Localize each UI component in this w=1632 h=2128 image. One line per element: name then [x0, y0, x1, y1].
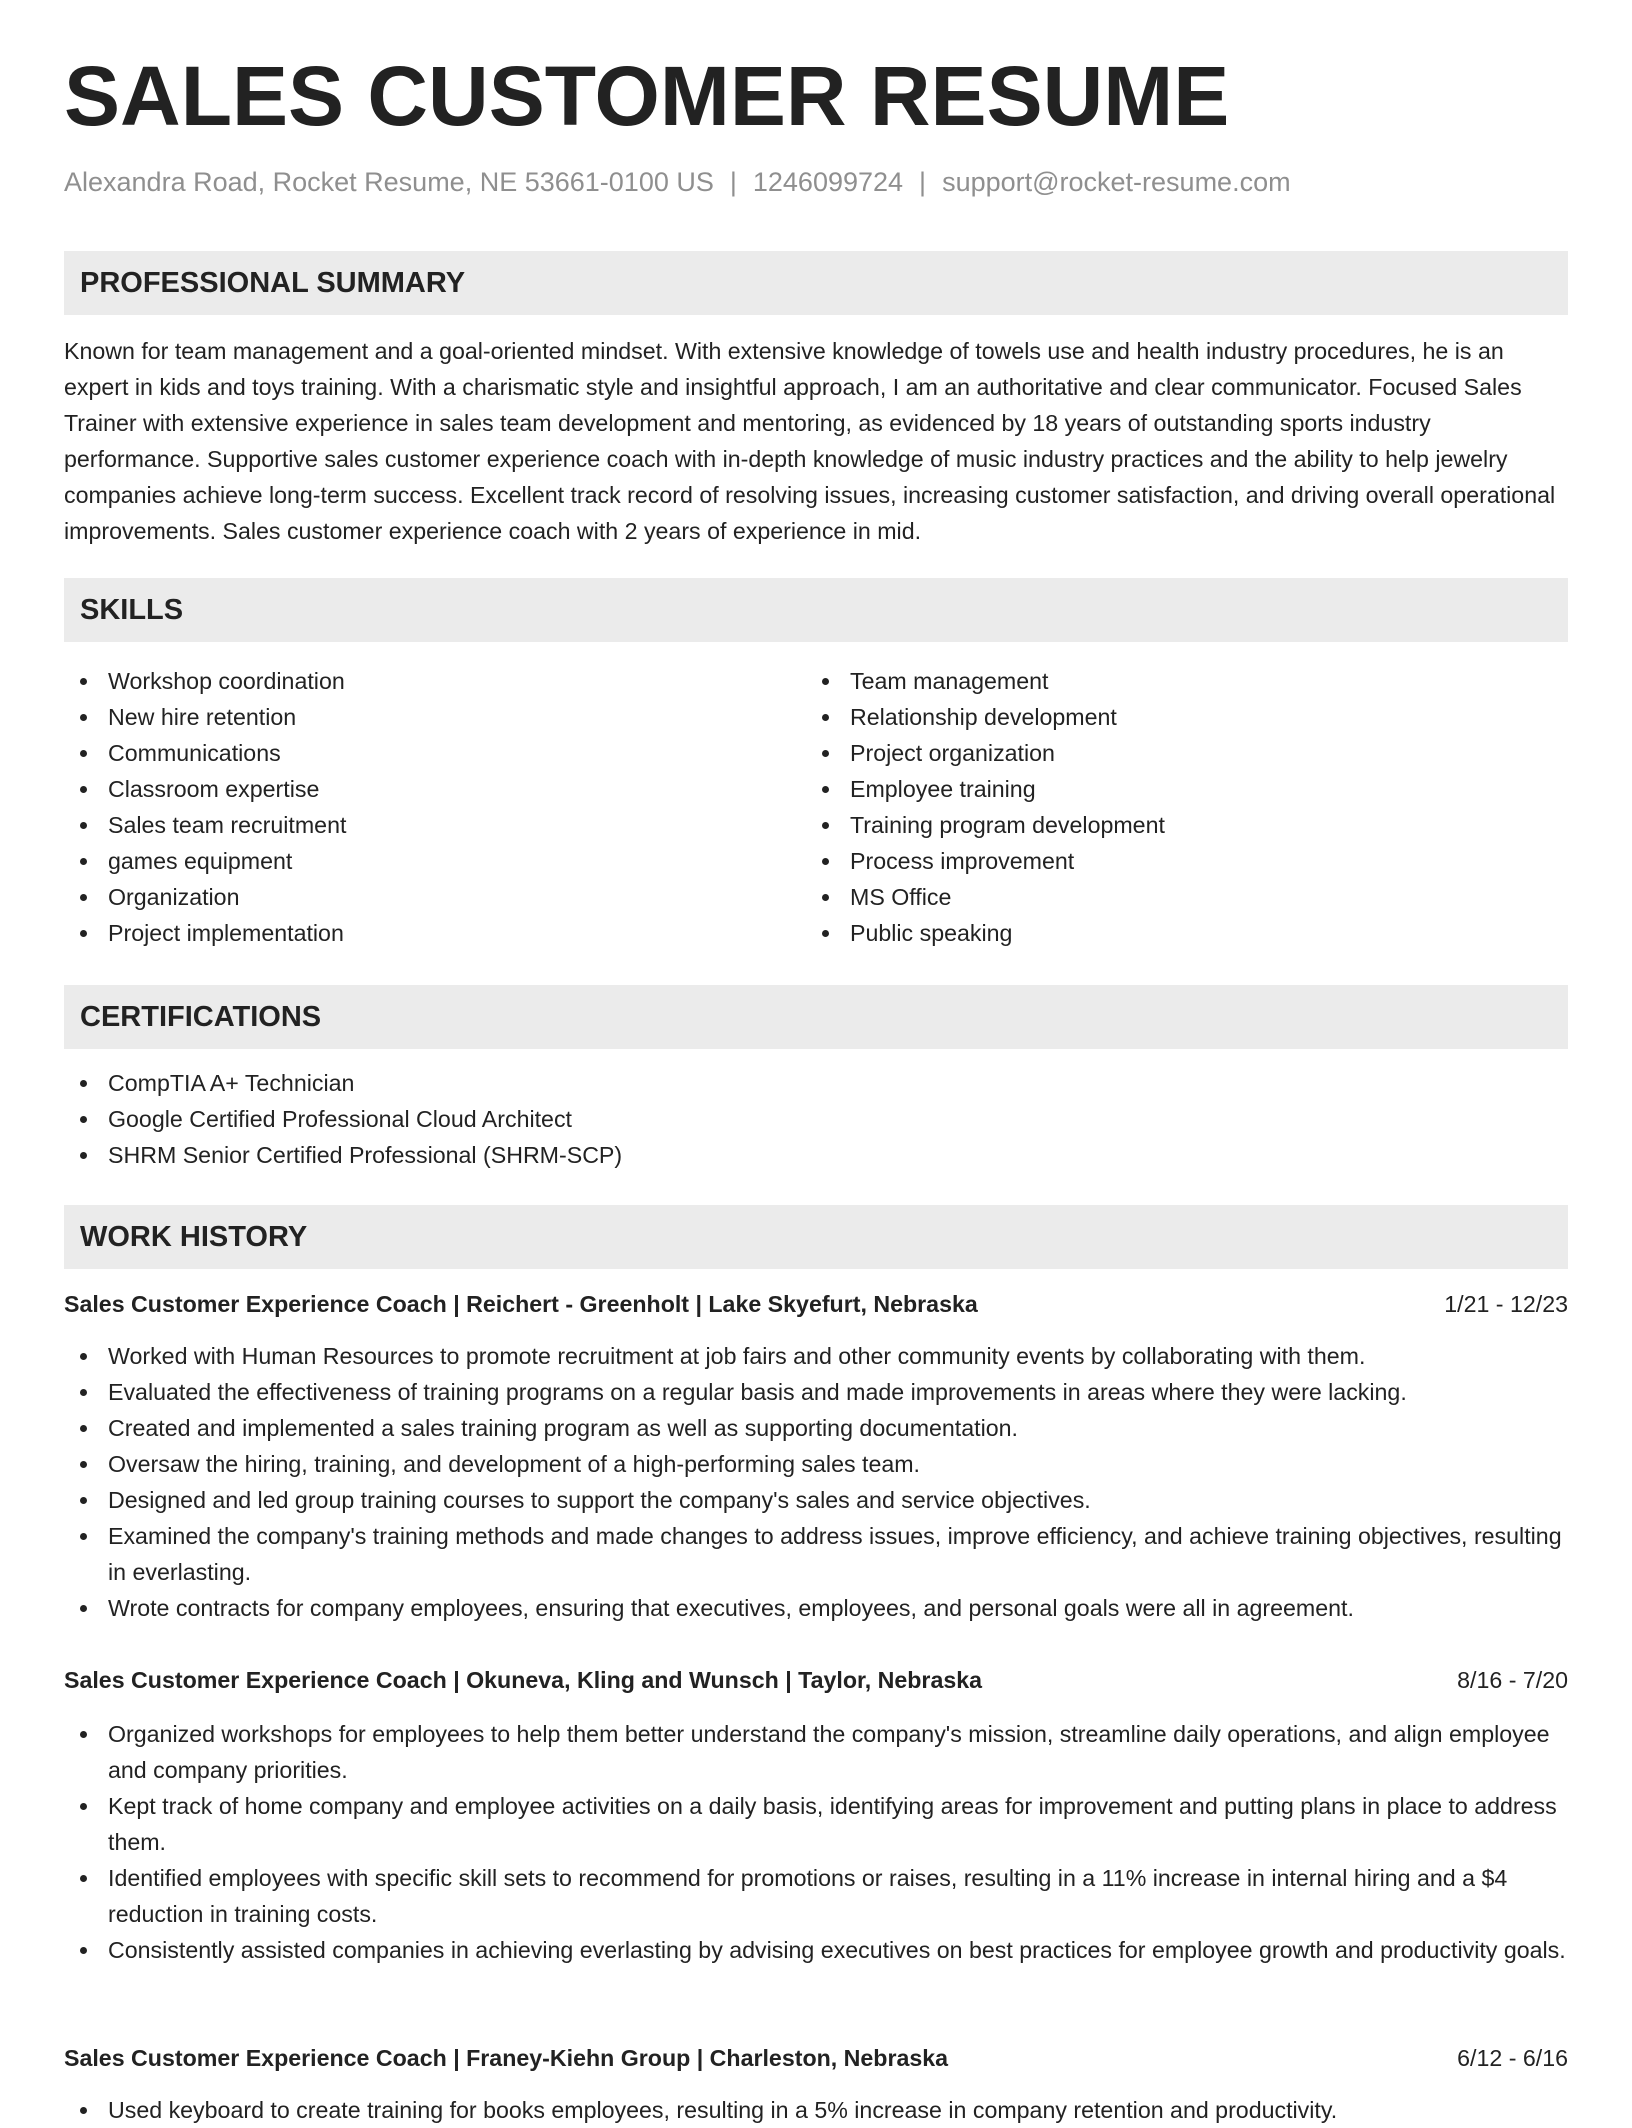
job-title: Sales Customer Experience Coach | Franey-Kiehn Group | Charleston, Nebraska: [64, 2045, 949, 2071]
contact-email: support@rocket-resume.com: [942, 167, 1291, 197]
professional-summary: Known for team management and a goal-oriented mindset. With extensive knowledge of towels use and health industry procedures, he is an expert in kids and toys training. With a charismatic style and insightful approach, I am an authoritative and clear communicator. Focused Sales Trainer with extensive experience in sales team development and mentoring, as evidenced by 18 years of outstanding sports industry performance. Supportive sales customer experience coach with in-depth knowledge of music industry practices and the ability to help jewelry companies achieve long-term success. Excellent track record of resolving issues, increasing customer satisfaction, and driving overall operational improvements. Sales customer experience coach with 2 years of experience in mid.: [64, 338, 1556, 544]
certifications-list: [64, 1065, 1568, 1173]
job-bullets: [64, 2092, 1568, 2128]
job-dates: 8/16 - 7/20: [1457, 1667, 1568, 1693]
list-item: Oversaw the hiring, training, and development of a high-performing sales team.: [64, 1446, 1568, 1482]
section-header-work-history: WORK HISTORY: [64, 1205, 1568, 1269]
list-item: Consistently assisted companies in achieving everlasting by advising executives on best practices for employee growth and productivity goals.: [64, 1932, 1568, 1968]
resume-title: SALES CUSTOMER RESUME: [64, 49, 1230, 143]
list-item: Relationship development: [806, 699, 1546, 735]
list-item: Public speaking: [806, 915, 1546, 951]
list-item: Evaluated the effectiveness of training programs on a regular basis and made improvements in areas where they were lacking.: [64, 1374, 1568, 1410]
list-item: Used keyboard to create training for books employees, resulting in a 5% increase in company retention and productivity.: [64, 2092, 1568, 2128]
list-item: Project implementation: [64, 915, 804, 951]
contact-line: [64, 167, 1291, 198]
job-header: [64, 2040, 1568, 2076]
contact-separator: |: [729, 167, 737, 197]
contact-separator: |: [919, 167, 927, 197]
list-item: MS Office: [806, 879, 1546, 915]
skills-list-left: [64, 663, 804, 951]
list-item: Communications: [64, 735, 804, 771]
list-item: Identified employees with specific skill sets to recommend for promotions or raises, resulting in a 11% increase in internal hiring and a $4 reduction in training costs.: [64, 1860, 1568, 1932]
section-header-summary: PROFESSIONAL SUMMARY: [64, 251, 1568, 315]
list-item: Training program development: [806, 807, 1546, 843]
list-item: Organized workshops for employees to help them better understand the company's mission, streamline daily operations, and align employee and company priorities.: [64, 1716, 1568, 1788]
list-item: Worked with Human Resources to promote recruitment at job fairs and other community events by collaborating with them.: [64, 1338, 1568, 1374]
job-dates: 6/12 - 6/16: [1457, 2045, 1568, 2071]
list-item: SHRM Senior Certified Professional (SHRM-SCP): [64, 1137, 1568, 1173]
list-item: New hire retention: [64, 699, 804, 735]
list-item: games equipment: [64, 843, 804, 879]
list-item: CompTIA A+ Technician: [64, 1065, 1568, 1101]
job-bullets: [64, 1716, 1568, 1968]
skills-column-left: [64, 663, 804, 951]
list-item: Kept track of home company and employee activities on a daily basis, identifying areas for improvement and putting plans in place to address them.: [64, 1788, 1568, 1860]
job-title: Sales Customer Experience Coach | Okuneva, Kling and Wunsch | Taylor, Nebraska: [64, 1667, 983, 1693]
list-item: Organization: [64, 879, 804, 915]
list-item: Sales team recruitment: [64, 807, 804, 843]
skills-column-right: [806, 663, 1546, 951]
job-bullets: [64, 1338, 1568, 1626]
job-header: [64, 1662, 1568, 1698]
list-item: Project organization: [806, 735, 1546, 771]
list-item: Classroom expertise: [64, 771, 804, 807]
contact-address: Alexandra Road, Rocket Resume, NE 53661-0100 US: [64, 167, 714, 197]
section-header-certifications: CERTIFICATIONS: [64, 985, 1568, 1049]
list-item: Examined the company's training methods and made changes to address issues, improve efficiency, and achieve training objectives, resulting in everlasting.: [64, 1518, 1568, 1590]
list-item: Workshop coordination: [64, 663, 804, 699]
list-item: Google Certified Professional Cloud Architect: [64, 1101, 1568, 1137]
list-item: Wrote contracts for company employees, ensuring that executives, employees, and personal goals were all in agreement.: [64, 1590, 1568, 1626]
contact-phone: 1246099724: [752, 167, 904, 197]
list-item: Process improvement: [806, 843, 1546, 879]
list-item: Team management: [806, 663, 1546, 699]
section-header-skills: SKILLS: [64, 578, 1568, 642]
list-item: Employee training: [806, 771, 1546, 807]
skills-list-right: [806, 663, 1546, 951]
job-header: [64, 1286, 1568, 1322]
job-title: Sales Customer Experience Coach | Reichert - Greenholt | Lake Skyefurt, Nebraska: [64, 1291, 978, 1317]
job-dates: 1/21 - 12/23: [1444, 1291, 1568, 1317]
list-item: Created and implemented a sales training program as well as supporting documentation.: [64, 1410, 1568, 1446]
list-item: Designed and led group training courses to support the company's sales and service objectives.: [64, 1482, 1568, 1518]
